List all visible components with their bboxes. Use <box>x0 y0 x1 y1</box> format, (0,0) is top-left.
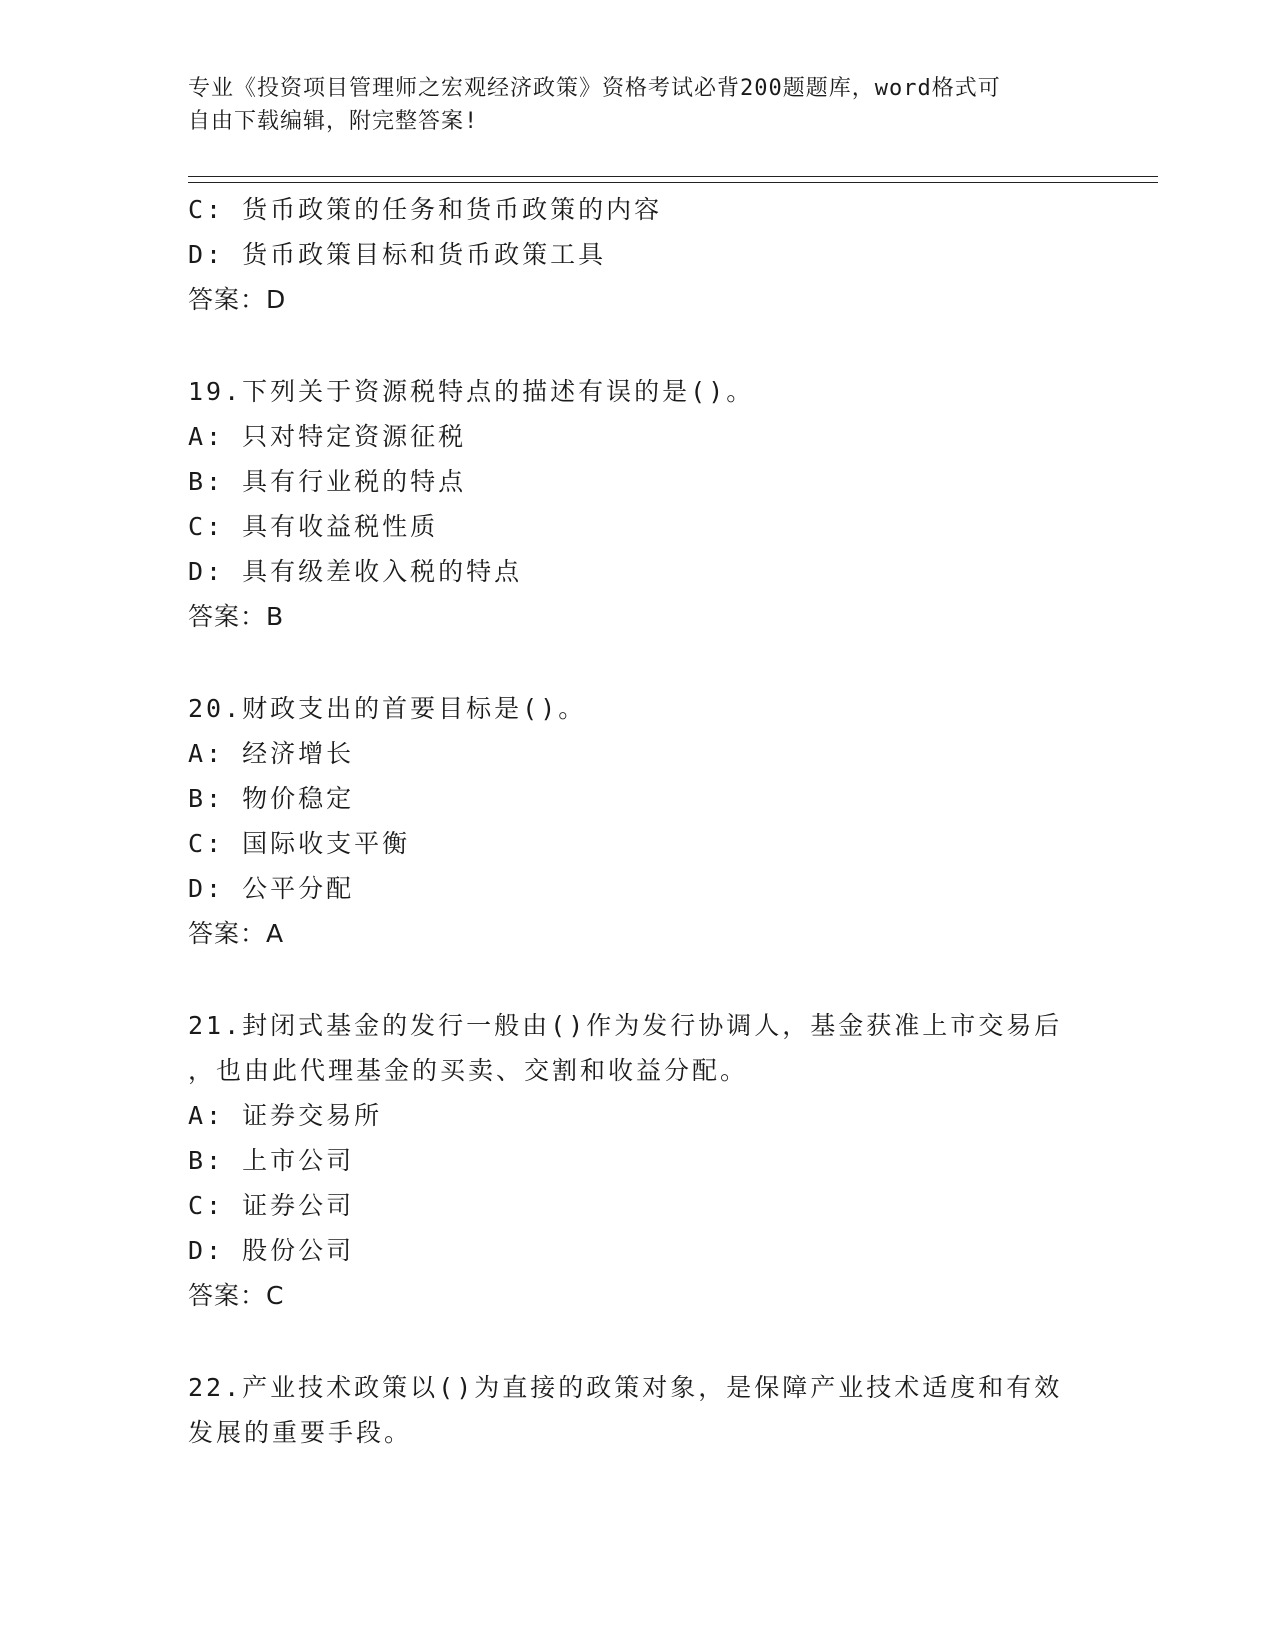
question-stem-line-1: 21.封闭式基金的发行一般由()作为发行协调人，基金获准上市交易后 <box>188 1011 1063 1040</box>
header-divider-bottom <box>188 182 1158 183</box>
option-c: C: 国际收支平衡 <box>188 829 411 858</box>
question-stem-line-2: ，也由此代理基金的买卖、交割和收益分配。 <box>188 1056 749 1085</box>
option-a: A: 经济增长 <box>188 739 355 768</box>
document-header <box>188 72 1088 138</box>
answer: 答案：D <box>188 285 287 314</box>
question-22 <box>188 1365 1088 1455</box>
option-d: D: 股份公司 <box>188 1236 355 1265</box>
option-c: C: 货币政策的任务和货币政策的内容 <box>188 195 663 224</box>
option-a: A: 只对特定资源征税 <box>188 422 467 451</box>
header-line-1: 专业《投资项目管理师之宏观经济政策》资格考试必背200题题库，word格式可 <box>188 76 1001 101</box>
question-20 <box>188 686 1088 956</box>
option-c: C: 具有收益税性质 <box>188 512 439 541</box>
question-19 <box>188 369 1088 639</box>
question-18-tail <box>188 187 1088 322</box>
option-b: B: 上市公司 <box>188 1146 355 1175</box>
question-stem-line-2: 发展的重要手段。 <box>188 1418 413 1447</box>
option-a: A: 证券交易所 <box>188 1101 383 1130</box>
answer: 答案：B <box>188 602 285 631</box>
option-c: C: 证券公司 <box>188 1191 355 1220</box>
question-stem-line-1: 22.产业技术政策以()为直接的政策对象，是保障产业技术适度和有效 <box>188 1373 1063 1402</box>
question-list <box>188 187 1088 1455</box>
option-d: D: 公平分配 <box>188 874 355 903</box>
header-line-2: 自由下载编辑，附完整答案! <box>188 109 479 134</box>
answer: 答案：A <box>188 919 285 948</box>
option-b: B: 具有行业税的特点 <box>188 467 467 496</box>
question-21 <box>188 1003 1088 1318</box>
header-divider-top <box>188 176 1158 177</box>
option-b: B: 物价稳定 <box>188 784 355 813</box>
option-d: D: 货币政策目标和货币政策工具 <box>188 240 607 269</box>
answer: 答案：C <box>188 1281 285 1310</box>
question-stem: 19.下列关于资源税特点的描述有误的是()。 <box>188 377 755 406</box>
question-stem: 20.财政支出的首要目标是()。 <box>188 694 587 723</box>
option-d: D: 具有级差收入税的特点 <box>188 557 523 586</box>
